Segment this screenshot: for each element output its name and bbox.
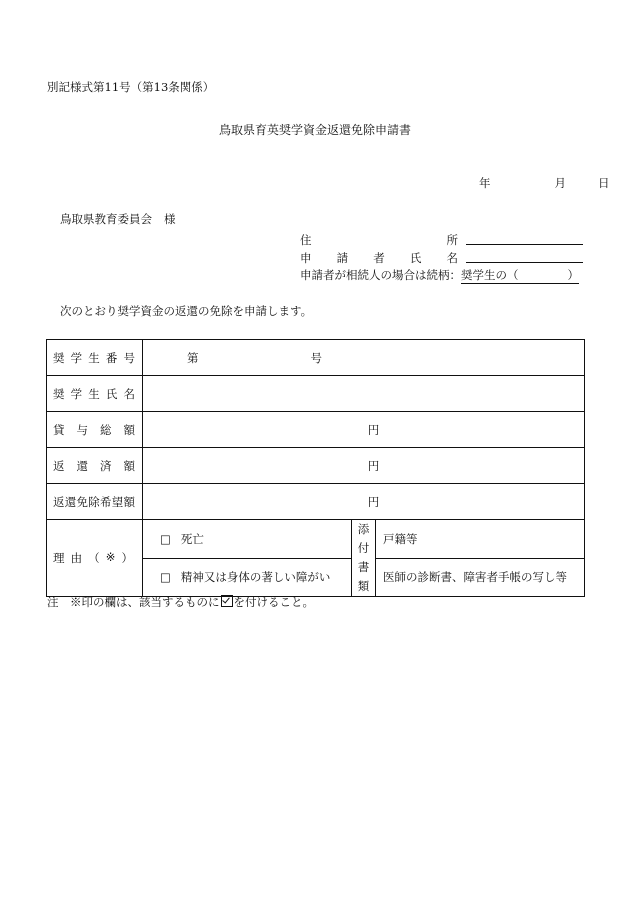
repaid-label <box>53 458 135 474</box>
form-number: 別記様式第11号（第13条関係） <box>47 80 215 94</box>
student-name-label-cell <box>47 376 143 412</box>
repaid-row <box>47 448 585 484</box>
student-number-row <box>47 340 585 376</box>
label-char: 還 <box>76 458 88 473</box>
reason-row-death <box>47 520 585 559</box>
checkbox-icon[interactable]: □ <box>160 531 171 546</box>
relation-row <box>300 267 579 284</box>
label-char: 番 <box>105 350 118 365</box>
reason-death-label: 死亡 <box>180 531 204 546</box>
label-char: 除 <box>88 494 100 509</box>
document-title: 鳥取県育英奨学資金返還免除申請書 <box>218 123 411 137</box>
address-field[interactable] <box>466 230 583 245</box>
relation-label: 申請者が相続人の場合は続柄： <box>300 268 461 282</box>
label-char: 名 <box>123 386 135 401</box>
label-char: 氏 <box>105 386 118 401</box>
label-char: 額 <box>123 494 135 509</box>
label-char: 奨 <box>53 386 65 401</box>
year-label: 年 <box>479 176 491 190</box>
checkbox-icon[interactable]: □ <box>160 570 171 585</box>
addressee-name: 鳥取県教育委員会 <box>60 212 152 226</box>
attachments-label: 添 付 書 類 <box>357 522 370 593</box>
loan-total-unit: 円 <box>367 422 380 437</box>
reason-label <box>53 550 133 566</box>
addressee <box>60 211 176 227</box>
label-char: 貸 <box>53 422 65 437</box>
note-suffix: を付けること。 <box>233 595 314 609</box>
student-name-label <box>53 386 135 402</box>
label-char: 与 <box>76 422 88 437</box>
loan-total-field[interactable] <box>143 412 585 448</box>
repaid-unit: 円 <box>367 458 380 473</box>
repaid-field[interactable] <box>143 448 585 484</box>
label-char: 希 <box>100 494 112 509</box>
footnote <box>47 594 314 610</box>
day-label: 日 <box>598 176 610 190</box>
exemption-label-cell <box>47 484 143 520</box>
label-char: 号 <box>123 350 135 365</box>
student-number-suffix: 号 <box>310 350 322 365</box>
label-char: 学 <box>70 386 83 401</box>
attachments-label-cell <box>352 520 376 597</box>
relation-field[interactable] <box>461 267 579 284</box>
repaid-label-cell <box>47 448 143 484</box>
label-char: ） <box>121 551 133 565</box>
loan-total-label-cell <box>47 412 143 448</box>
loan-total-row <box>47 412 585 448</box>
loan-total-label <box>53 422 135 438</box>
label-char: 返 <box>53 494 65 509</box>
student-number-label <box>53 350 135 366</box>
label-char: 理 <box>53 551 65 565</box>
label-char: 額 <box>123 422 135 437</box>
date-line <box>479 175 610 191</box>
reason-label-cell <box>47 520 143 597</box>
attachment-disability <box>376 558 585 597</box>
label-char: 生 <box>88 386 100 401</box>
student-number-prefix: 第 <box>187 350 199 365</box>
label-char: 免 <box>76 494 88 509</box>
label-char: （ <box>88 551 100 565</box>
exemption-field[interactable] <box>143 484 585 520</box>
student-name-field[interactable] <box>143 376 585 412</box>
attachment-disability-text: 医師の診断書、障害者手帳の写し等 <box>383 570 567 585</box>
student-number-field[interactable] <box>143 340 585 376</box>
exemption-label <box>53 494 135 510</box>
attachment-death-text: 戸籍等 <box>383 531 418 546</box>
applicant-name-label: 申請者氏名 <box>300 251 458 265</box>
application-table <box>46 339 585 597</box>
reason-option-disability[interactable] <box>143 558 352 597</box>
label-char: 額 <box>123 458 135 473</box>
label-char: 由 <box>70 551 83 565</box>
label-char: 返 <box>53 458 65 473</box>
checkmark-icon <box>221 595 233 607</box>
reason-option-death[interactable] <box>143 520 352 559</box>
note-prefix: 注 ※印の欄は、該当するものに <box>47 595 220 609</box>
exemption-row <box>47 484 585 520</box>
exemption-unit: 円 <box>367 494 380 509</box>
address-label: 住所 <box>300 233 458 247</box>
label-char: 還 <box>64 494 77 509</box>
label-char: 生 <box>88 350 100 365</box>
relation-prefix: 奨学生の（ <box>461 268 519 282</box>
applicant-name-field[interactable] <box>466 248 583 263</box>
student-number-label-cell <box>47 340 143 376</box>
student-name-row <box>47 376 585 412</box>
label-char: 奨 <box>53 350 65 365</box>
relation-suffix: ） <box>567 268 579 282</box>
label-char: 総 <box>100 422 112 437</box>
attachment-death <box>376 520 585 559</box>
application-statement: 次のとおり奨学資金の返還の免除を申請します。 <box>60 304 313 318</box>
label-char: 望 <box>111 494 124 509</box>
label-char: 済 <box>100 458 112 473</box>
addressee-honorific: 様 <box>164 212 176 226</box>
label-char: 学 <box>70 350 83 365</box>
month-label: 月 <box>554 176 566 190</box>
label-char: ※ <box>105 550 116 564</box>
reason-disability-label: 精神又は身体の著しい障がい <box>180 570 331 585</box>
